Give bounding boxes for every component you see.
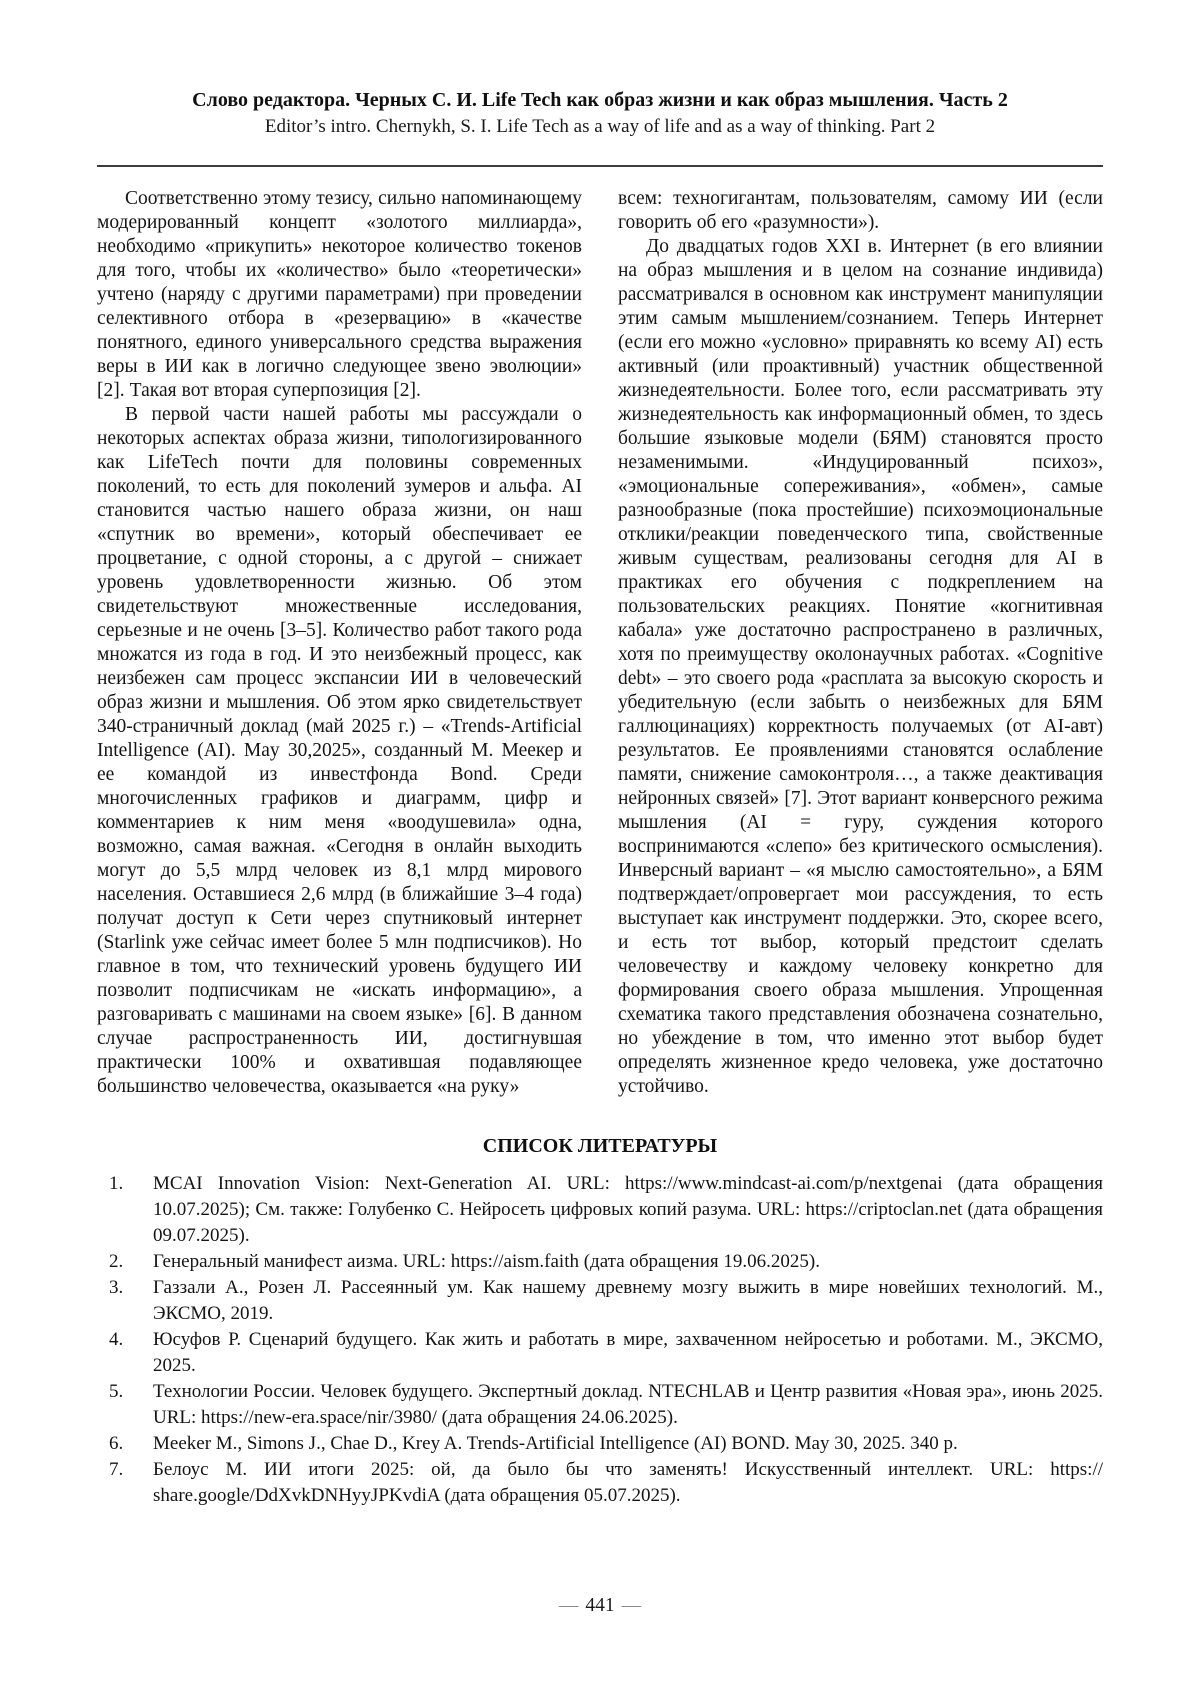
reference-text: MCAI Innovation Vision: Next-Generation AI. URL: https://www.mindcast-ai.com/p/nextgenai (дата обращения 10.07.2025); См. также: Голубенко С. Нейросеть цифровых копий разума. URL: https://criptoclan.net (дата обращения 09.07.2025). bbox=[153, 1173, 1103, 1246]
page-number: 441 bbox=[585, 1595, 615, 1616]
reference-item bbox=[97, 1275, 1103, 1327]
article-title-russian: Слово редактора. Черных С. И. Life Tech как образ жизни и как образ мышления. Часть 2 bbox=[192, 89, 1008, 111]
paragraph: До двадцатых годов XXI в. Интернет (в его влиянии на образ мышления и в целом на сознание индивида) рассматривался в основном как инструмент манипуляции этим самым мышлением/сознанием. Теперь Интернет (если его можно «условно» приравнять ко всему AI) есть активный (или проактивный) участник общественной жизнедеятельности. Более того, если рассматривать эту жизнедеятельность как информационный обмен, то здесь большие языковые модели (БЯМ) становятся просто незаменимыми. «Индуцированный психоз», «эмоциональные сопереживания», «обмен», самые разнообразные (пока простейшие) психоэмоциональные отклики/реакции поведенческого типа, свойственные живым существам, реализованы сегодня для AI в практиках его обучения с подкреплением на пользовательских реакциях. Понятие «когнитивная кабала» уже достаточно распространено в различных, хотя по преимуществу околонаучных работах. «Cognitive debt» – это своего рода «расплата за высокую скорость и убедительную (если забыть о неизбежных для БЯМ галлюцинациях) корректность получаемых (от AI-авт) результатов. Ее проявлениями становятся ослабление памяти, снижение самоконтроля…, а также деактивация нейронных связей» [7]. Этот вариант конверсного режима мышления (AI = гуру, суждения которого воспринимаются «слепо» без критического осмысления). Инверсный вариант – «я мыслю самостоятельно», а БЯМ подтверждает/опровергает мои рассуждения, то есть выступает как инструмент поддержки. Это, скорее всего, и есть тот выбор, который предстоит сделать человечеству и каждому человеку конкретно для формирования своего образа мышления. Упрощенная схематика такого представления обозначена сознательно, но убеждение в том, что именно этот выбор будет определять жизненное кредо человека, уже достаточно устойчиво. bbox=[618, 236, 1103, 1097]
references-list bbox=[97, 1171, 1103, 1509]
footer-dash-left: — bbox=[558, 1595, 579, 1616]
references-heading: СПИСОК ЛИТЕРАТУРЫ bbox=[482, 1135, 718, 1157]
reference-text: Генеральный манифест аизма. URL: https://aism.faith (дата обращения 19.06.2025). bbox=[153, 1251, 820, 1272]
reference-text: Технологии России. Человек будущего. Экспертный доклад. NTECHLAB и Центр развития «Новая эра», июнь 2025. URL: https://new-era.space/nir/3980/ (дата обращения 24.06.2025). bbox=[153, 1381, 1103, 1428]
reference-number: 3. bbox=[109, 1277, 124, 1298]
article-header bbox=[0, 0, 1200, 140]
reference-number: 5. bbox=[109, 1381, 124, 1402]
reference-text: Газзали А., Розен Л. Рассеянный ум. Как нашему древнему мозгу выжить в мире новейших технологий. М., ЭКСМО, 2019. bbox=[153, 1277, 1103, 1324]
reference-item bbox=[97, 1431, 1103, 1457]
reference-item bbox=[97, 1327, 1103, 1379]
right-column bbox=[618, 187, 1103, 1099]
footer-dash-right: — bbox=[621, 1595, 642, 1616]
reference-item bbox=[97, 1379, 1103, 1431]
reference-number: 6. bbox=[109, 1433, 124, 1454]
reference-item bbox=[97, 1457, 1103, 1509]
paragraph-continuation: всем: техногигантам, пользователям, самому ИИ (если говорить об его «разумности»). bbox=[618, 188, 1103, 233]
reference-number: 7. bbox=[109, 1459, 124, 1480]
left-column bbox=[97, 187, 582, 1099]
reference-number: 2. bbox=[109, 1251, 124, 1272]
reference-text: Белоус М. ИИ итоги 2025: ой, да было бы что заменять! Искусственный интеллект. URL: https:// share.google/DdXvkDNHyyJPKvdiA (дата обращения 05.07.2025). bbox=[153, 1459, 1103, 1506]
reference-number: 4. bbox=[109, 1329, 124, 1350]
paragraph: Соответственно этому тезису, сильно напоминающему модерированный концепт «золотого миллиарда», необходимо «прикупить» некоторое количество токенов для того, чтобы их «количество» было «теоретически» учтено (наряду с другими параметрами) при проведении селективного отбора в «резервацию» в «качестве понятного, единого универсального средства выражения веры в ИИ как в логично следующее звено эволюции» [2]. Такая вот вторая суперпозиция [2]. bbox=[97, 188, 582, 401]
paragraph: В первой части нашей работы мы рассуждали о некоторых аспектах образа жизни, типологизированного как LifeTech почти для половины современных поколений, то есть для поколений зумеров и альфа. AI становится частью нашего образа жизни, он наш «спутник во времени», который обеспечивает ее процветание, с одной стороны, а с другой – снижает уровень удовлетворенности жизнью. Об этом свидетельствуют множественные исследования, серьезные и не очень [3–5]. Количество работ такого рода множатся из года в год. И это неизбежный процесс, как неизбежен сам процесс экспансии ИИ в человеческий образ жизни и мышления. Об этом ярко свидетельствует 340-страничный доклад (май 2025 г.) – «Trends-Artificial Intelligence (AI). May 30,2025», созданный М. Меекер и ее командой из инвестфонда Bond. Среди многочисленных графиков и диаграмм, цифр и комментариев к ним меня «воодушевила» одна, возможно, самая важная. «Сегодня в онлайн выходить могут до 5,5 млрд человек из 8,1 млрд мирового населения. Оставшиеся 2,6 млрд (в ближайшие 3–4 года) получат доступ к Сети через спутниковый интернет (Starlink уже сейчас имеет более 5 млн подписчиков). Но главное в том, что технический уровень будущего ИИ позволит подписчикам не «искать информацию», а разговаривать с машинами на своем языке» [6]. В данном случае распространенность ИИ, достигнувшая практически 100% и охватившая подавляющее большинство человечества, оказывается «на руку» bbox=[97, 404, 582, 1097]
reference-item bbox=[97, 1249, 1103, 1275]
reference-number: 1. bbox=[109, 1173, 124, 1194]
header-divider bbox=[97, 165, 1103, 167]
reference-item bbox=[97, 1171, 1103, 1249]
article-body bbox=[97, 187, 1103, 1099]
page-footer bbox=[0, 1595, 1200, 1617]
article-title-english: Editor’s intro. Chernykh, S. I. Life Tech as a way of life and as a way of thinking. Part 2 bbox=[264, 116, 936, 137]
reference-text: Юсуфов Р. Сценарий будущего. Как жить и работать в мире, захваченном нейросетью и роботами. М., ЭКСМО, 2025. bbox=[153, 1329, 1103, 1376]
reference-text: Meeker M., Simons J., Chae D., Krey A. Trends-Artificial Intelligence (AI) BOND. May 30, 2025. 340 p. bbox=[153, 1433, 958, 1454]
